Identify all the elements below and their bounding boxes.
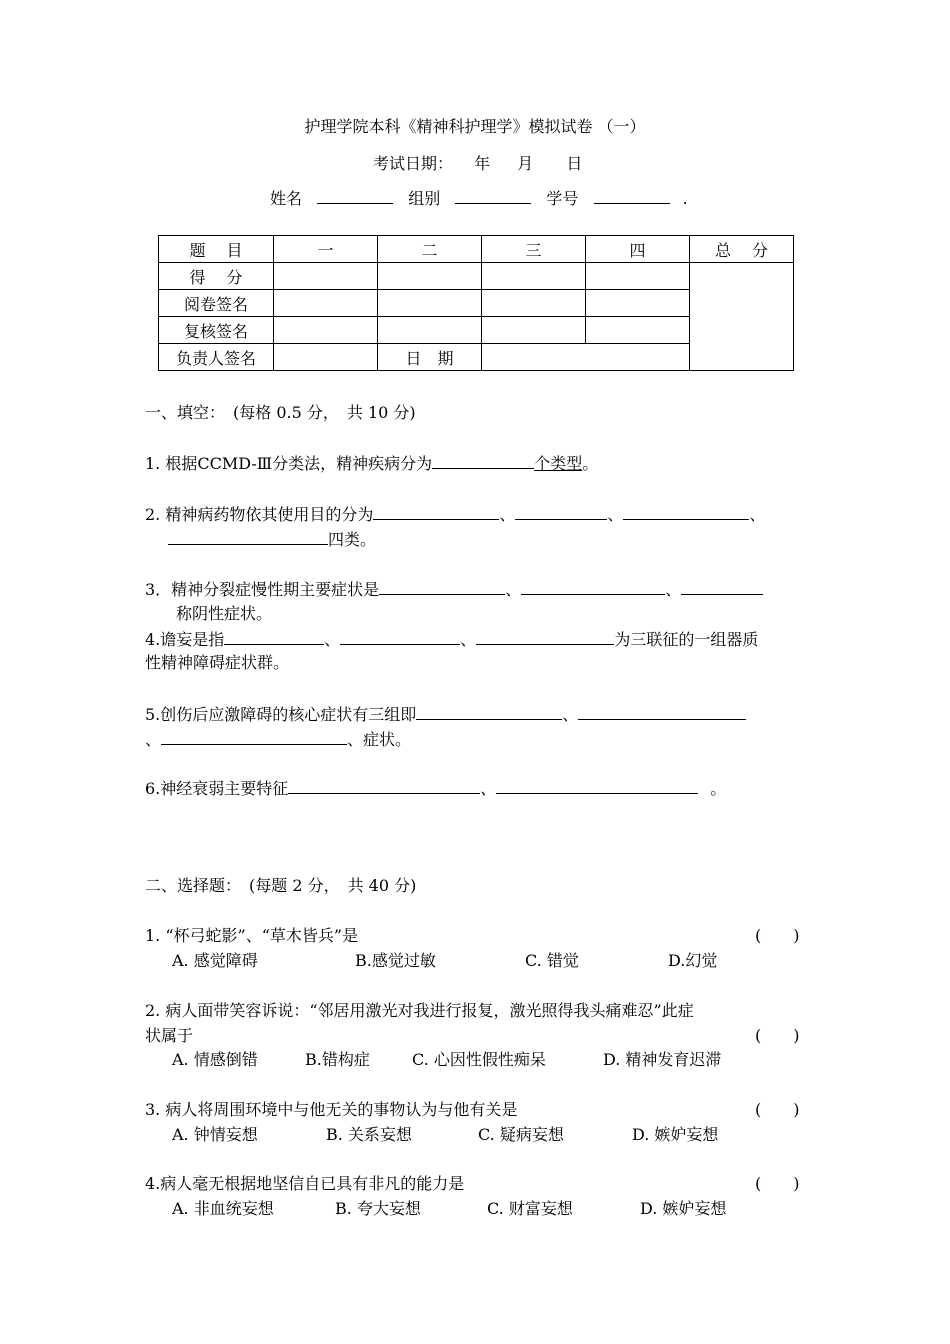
student-info-line [270, 187, 688, 210]
score-table [158, 235, 794, 371]
answer-blank[interactable] [416, 703, 562, 720]
separator: 、 [347, 730, 364, 749]
answer-blank[interactable] [578, 703, 746, 720]
separator: 、 [499, 505, 516, 524]
exam-month-label: 月 [517, 154, 534, 173]
end-dot: . [682, 189, 688, 208]
name-label: 姓名 [270, 189, 303, 208]
option-c: C. 财富妄想 [487, 1199, 573, 1218]
q4-text: 4.谵妄是指 [145, 630, 225, 649]
q2-end: 四类。 [328, 530, 377, 549]
fill-question-6 [145, 777, 726, 800]
col-2-header: 二 [378, 236, 482, 263]
score-cell[interactable] [274, 263, 378, 290]
separator: 、 [665, 580, 682, 599]
fill-question-5 [145, 703, 746, 726]
student-id-label: 学号 [546, 189, 579, 208]
grader-row-label: 阅卷签名 [159, 290, 274, 317]
q1-text: 1. 根据CCMD-Ⅲ分类法，精神疾病分为 [145, 454, 433, 473]
date-cell[interactable] [482, 344, 690, 371]
fill-question-2-cont [168, 528, 376, 551]
option-a: A. 钟情妄想 [172, 1125, 258, 1144]
option-a: A. 情感倒错 [172, 1050, 258, 1069]
col-4-header: 四 [586, 236, 690, 263]
col-header-cell: 题 目 [159, 236, 274, 263]
col-3-header: 三 [482, 236, 586, 263]
choice-question-4: 4.病人毫无根据地坚信自已具有非凡的能力是 [145, 1174, 465, 1193]
student-id-field[interactable] [594, 187, 670, 204]
q4-text-2: 为三联征的一组器质 [614, 630, 759, 649]
answer-blank[interactable] [379, 578, 505, 595]
fill-question-5-cont [145, 728, 411, 751]
answer-blank[interactable] [168, 528, 328, 545]
reviewer-row-label: 复核签名 [159, 317, 274, 344]
exam-title: 护理学院本科《精神科护理学》模拟试卷 （一） [304, 117, 646, 136]
fill-question-3 [145, 578, 763, 601]
fill-question-1 [145, 452, 598, 475]
group-label: 组别 [408, 189, 441, 208]
section1-title: 一、填空： (每格 0.5 分， 共 10 分) [145, 403, 416, 422]
supervisor-row-label: 负责人签名 [159, 344, 274, 371]
separator: 、 [505, 580, 522, 599]
grader-cell[interactable] [586, 290, 690, 317]
supervisor-cell[interactable] [274, 344, 378, 371]
q5-text: 5.创伤后应激障碍的核心症状有三组即 [145, 705, 417, 724]
answer-paren[interactable]: ( ) [755, 926, 800, 945]
separator: 、 [749, 505, 766, 524]
separator: 、 [460, 630, 477, 649]
fill-question-2 [145, 503, 765, 526]
exam-date [373, 153, 582, 175]
grader-cell[interactable] [482, 290, 586, 317]
choice-question-2: 2. 病人面带笑容诉说：“邻居用激光对我进行报复，激光照得我头痛难忍”此症 [145, 1001, 694, 1020]
answer-blank[interactable] [373, 503, 499, 520]
q2-text: 2. 精神病药物依其使用目的分为 [145, 505, 374, 524]
exam-day-label: 日 [566, 154, 583, 173]
q1-end: 。 [582, 454, 599, 473]
score-cell[interactable] [586, 263, 690, 290]
q3-text: 3．精神分裂症慢性期主要症状是 [145, 580, 380, 599]
score-cell[interactable] [378, 263, 482, 290]
col-1-header: 一 [274, 236, 378, 263]
option-d: D. 嫉妒妄想 [632, 1125, 719, 1144]
answer-blank[interactable] [521, 578, 665, 595]
option-c: C. 疑病妄想 [478, 1125, 564, 1144]
separator: 、 [145, 730, 162, 749]
reviewer-cell[interactable] [274, 317, 378, 344]
option-a: A. 非血统妄想 [172, 1199, 274, 1218]
q3-end: 称阴性症状。 [176, 604, 273, 623]
choice-question-1: 1. “杯弓蛇影”、“草木皆兵”是 [145, 926, 359, 945]
option-b: B. 夸大妄想 [335, 1199, 421, 1218]
separator: 、 [480, 779, 497, 798]
option-c: C. 错觉 [525, 951, 579, 970]
answer-paren[interactable]: ( ) [755, 1174, 800, 1193]
total-header: 总 分 [690, 236, 794, 263]
separator: 、 [562, 705, 579, 724]
option-b: B. 关系妄想 [326, 1125, 412, 1144]
choice-question-2-cont: 状属于 [145, 1026, 194, 1045]
reviewer-cell[interactable] [586, 317, 690, 344]
grader-cell[interactable] [378, 290, 482, 317]
answer-blank[interactable] [224, 628, 324, 645]
answer-blank[interactable] [476, 628, 614, 645]
answer-paren[interactable]: ( ) [755, 1026, 800, 1045]
score-cell[interactable] [482, 263, 586, 290]
choice-question-3: 3. 病人将周围环境中与他无关的事物认为与他有关是 [145, 1100, 518, 1119]
answer-blank[interactable] [288, 777, 480, 794]
exam-year-label: 年 [474, 154, 491, 173]
score-row-label: 得 分 [159, 263, 274, 290]
q6-end: 。 [710, 779, 727, 798]
section2-title: 二、选择题： (每题 2 分， 共 40 分) [145, 876, 417, 895]
option-d: D.幻觉 [668, 951, 718, 970]
option-d: D. 精神发育迟滞 [603, 1050, 722, 1069]
answer-blank[interactable] [681, 578, 763, 595]
q4-end: 性精神障碍症状群。 [145, 653, 290, 672]
separator: 、 [607, 505, 624, 524]
grader-cell[interactable] [274, 290, 378, 317]
answer-blank[interactable] [432, 452, 534, 469]
q5-end: 症状。 [363, 730, 412, 749]
reviewer-cell[interactable] [378, 317, 482, 344]
answer-blank[interactable] [515, 503, 607, 520]
option-a: A. 感觉障碍 [172, 951, 258, 970]
option-b: B.错构症 [305, 1050, 370, 1069]
option-c: C. 心因性假性痴呆 [412, 1050, 546, 1069]
answer-blank[interactable] [340, 628, 460, 645]
reviewer-cell[interactable] [482, 317, 586, 344]
answer-paren[interactable]: ( ) [755, 1100, 800, 1119]
total-cell[interactable] [690, 263, 794, 371]
name-field[interactable] [317, 187, 393, 204]
separator: 、 [324, 630, 341, 649]
q6-text: 6.神经衰弱主要特征 [145, 779, 289, 798]
exam-date-label: 考试日期： [373, 154, 454, 173]
q1-underlined-text: 个类型 [534, 454, 583, 473]
fill-question-4 [145, 628, 758, 651]
answer-blank[interactable] [161, 728, 347, 745]
option-d: D. 嫉妒妄想 [640, 1199, 727, 1218]
date-label-cell: 日 期 [378, 344, 482, 371]
answer-blank[interactable] [496, 777, 698, 794]
answer-blank[interactable] [623, 503, 749, 520]
option-b: B.感觉过敏 [355, 951, 436, 970]
group-field[interactable] [455, 187, 531, 204]
